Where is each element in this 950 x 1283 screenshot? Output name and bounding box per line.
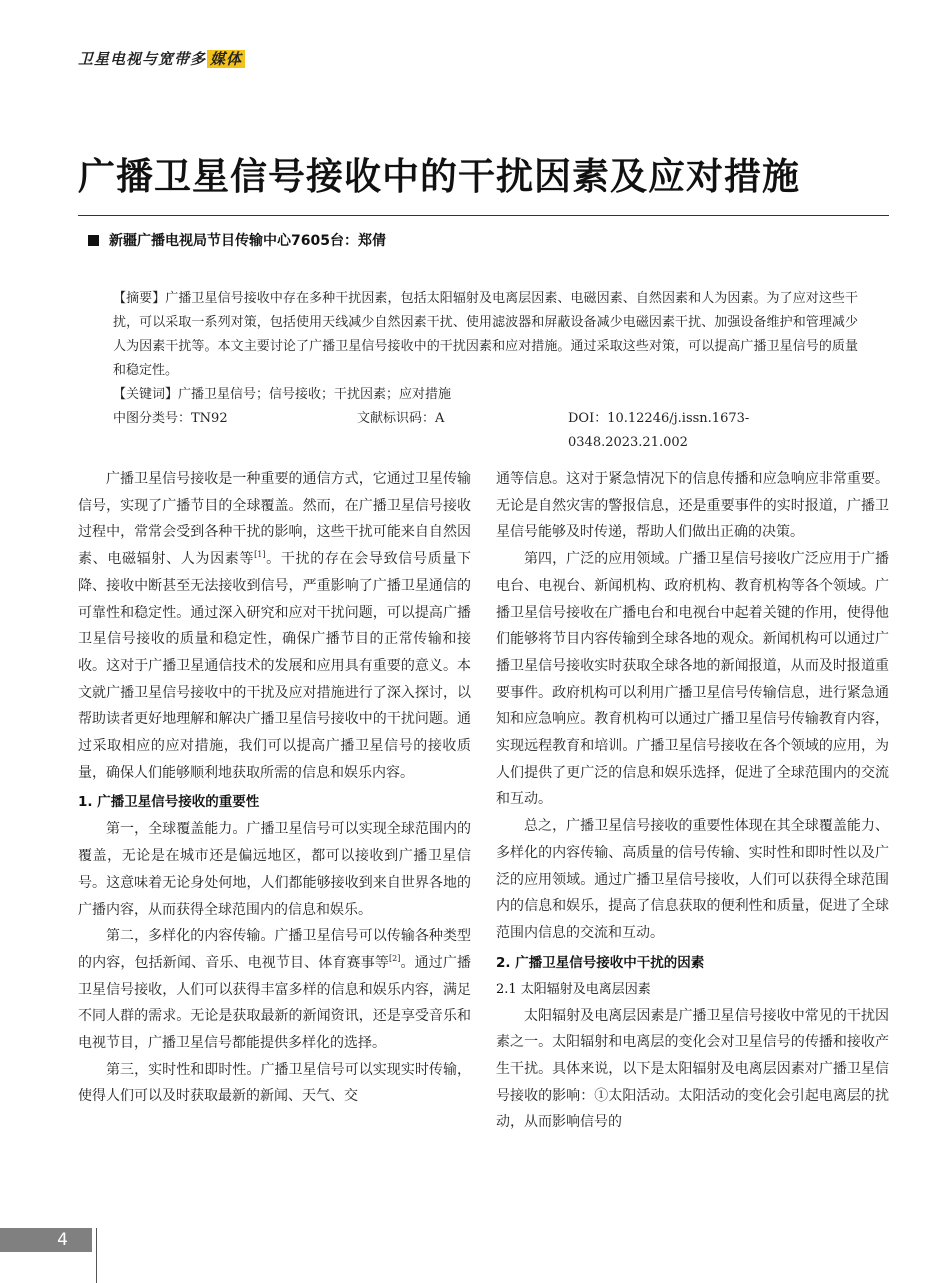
abstract-block — [113, 287, 858, 450]
section-1-paragraph-3-continued: 通等信息。这对于紧急情况下的信息传播和应急响应非常重要。无论是自然灾害的警报信息，还是重要事件的实时报道，广播卫星信号能够及时传递，帮助人们做出正确的决策。 — [496, 471, 889, 541]
page-number: 4 — [0, 1228, 92, 1252]
classification-row — [113, 407, 858, 450]
intro-paragraph: 广播卫星信号接收是一种重要的通信方式，它通过卫星传输信号，实现了广播节目的全球覆盖。然而，在广播卫星信号接收过程中，常常会受到各种干扰的影响，这些干扰可能来自自然因素、电磁辐射、人为因素等[1]。干扰的存在会导致信号质量下降、接收中断甚至无法接收到信号，严重影响了广播卫星通信的可靠性和稳定性。通过深入研究和应对干扰问题，可以提高广播卫星信号接收的质量和稳定性，确保广播节目的正常传输和接收。这对于广播卫星通信技术的发展和应用具有重要的意义。本文就广播卫星信号接收中的干扰及应对措施进行了深入探讨，以帮助读者更好地理解和解决广播卫星信号接收中的干扰问题。通过采取相应的应对措施，我们可以提高广播卫星信号的接收质量，确保人们能够顺利地获取所需的信息和娱乐内容。 — [78, 471, 472, 781]
title-divider — [78, 215, 889, 216]
section-1-paragraph-3: 第三，实时性和即时性。广播卫星信号可以实现实时传输，使得人们可以及时获取最新的新闻、天气、交 — [78, 1061, 471, 1105]
citation-2: [2] — [388, 953, 401, 963]
section-2-1-paragraph-1: 太阳辐射及电离层因素是广播卫星信号接收中常见的干扰因素之一。太阳辐射和电离层的变化会对卫星信号的传播和接收产生干扰。具体来说，以下是太阳辐射及电离层因素对广播卫星信号接收的影响：①太阳活动。太阳活动的变化会引起电离层的扰动，从而影响信号的 — [496, 1007, 889, 1131]
left-column — [78, 466, 471, 1110]
author: 新疆广播电视局节目传输中心7605台：郑倩 — [109, 233, 386, 249]
section-1-paragraph-1: 第一，全球覆盖能力。广播卫星信号可以实现全球范围内的覆盖，无论是在城市还是偏远地区，都可以接收到广播卫星信号。这意味着无论身处何地，人们都能够接收到来自世界各地的广播内容，从而获得全球范围内的信息和娱乐。 — [78, 821, 471, 918]
journal-header — [78, 48, 245, 69]
citation-1: [1] — [254, 550, 266, 560]
article-title: 广播卫星信号接收中的干扰因素及应对措施 — [78, 154, 800, 198]
footer-divider — [96, 1228, 97, 1283]
section-1-paragraph-5: 总之，广播卫星信号接收的重要性体现在其全球覆盖能力、多样化的内容传输、高质量的信号传输、实时性和即时性以及广泛的应用领域。通过广播卫星信号接收，人们可以获得全球范围内的信息和娱乐，提高了信息获取的便利性和质量，促进了全球范围内信息的交流和互动。 — [496, 818, 889, 941]
document-code: 文献标识码：A — [357, 411, 445, 426]
section-2-heading: 2. 广播卫星信号接收中干扰的因素 — [496, 954, 705, 971]
keywords: 【关键词】广播卫星信号；信号接收；干扰因素；应对措施 — [113, 387, 452, 402]
author-line — [88, 230, 386, 250]
section-1-paragraph-2: 第二，多样化的内容传输。广播卫星信号可以传输各种类型的内容，包括新闻、音乐、电视节目、体育赛事等[2]。通过广播卫星信号接收，人们可以获得丰富多样的信息和娱乐内容，满足不同人群的需求。无论是获取最新的新闻资讯，还是享受音乐和电视节目，广播卫星信号都能提供多样化的选择。 — [78, 928, 472, 1052]
section-2-1-heading: 2.1 太阳辐射及电离层因素 — [496, 981, 651, 997]
journal-name: 卫星电视与宽带多 — [78, 50, 207, 68]
section-1-heading: 1. 广播卫星信号接收的重要性 — [78, 794, 260, 811]
clc-number: 中图分类号：TN92 — [113, 411, 228, 426]
section-1-paragraph-4: 第四，广泛的应用领域。广播卫星信号接收广泛应用于广播电台、电视台、新闻机构、政府机构、教育机构等各个领域。广播卫星信号接收在广播电台和电视台中起着关键的作用，使得他们能够将节目内容传输到全球各地的观众。新闻机构可以通过广播卫星信号接收实时获取全球各地的新闻报道，从而及时报道重要事件。政府机构可以利用广播卫星信号传输信息，进行紧急通知和应急响应。教育机构可以通过广播卫星信号传输教育内容，实现远程教育和培训。广播卫星信号接收在各个领域的应用，为人们提供了更广泛的信息和娱乐选择，促进了全球范围内的交流和互动。 — [496, 551, 889, 808]
square-bullet-icon — [88, 235, 99, 246]
journal-name-highlight: 媒体 — [207, 50, 245, 68]
doi: DOI：10.12246/j.issn.1673-0348.2023.21.002 — [568, 411, 750, 450]
abstract-text: 【摘要】广播卫星信号接收中存在多种干扰因素，包括太阳辐射及电离层因素、电磁因素、自然因素和人为因素。为了应对这些干扰，可以采取一系列对策，包括使用天线减少自然因素干扰、使用滤波器和屏蔽设备减少电磁因素干扰、加强设备维护和管理减少人为因素干扰等。本文主要讨论了广播卫星信号接收中的干扰因素和应对措施。通过采取这些对策，可以提高广播卫星信号的质量和稳定性。 — [113, 291, 858, 378]
right-column — [496, 466, 889, 1136]
